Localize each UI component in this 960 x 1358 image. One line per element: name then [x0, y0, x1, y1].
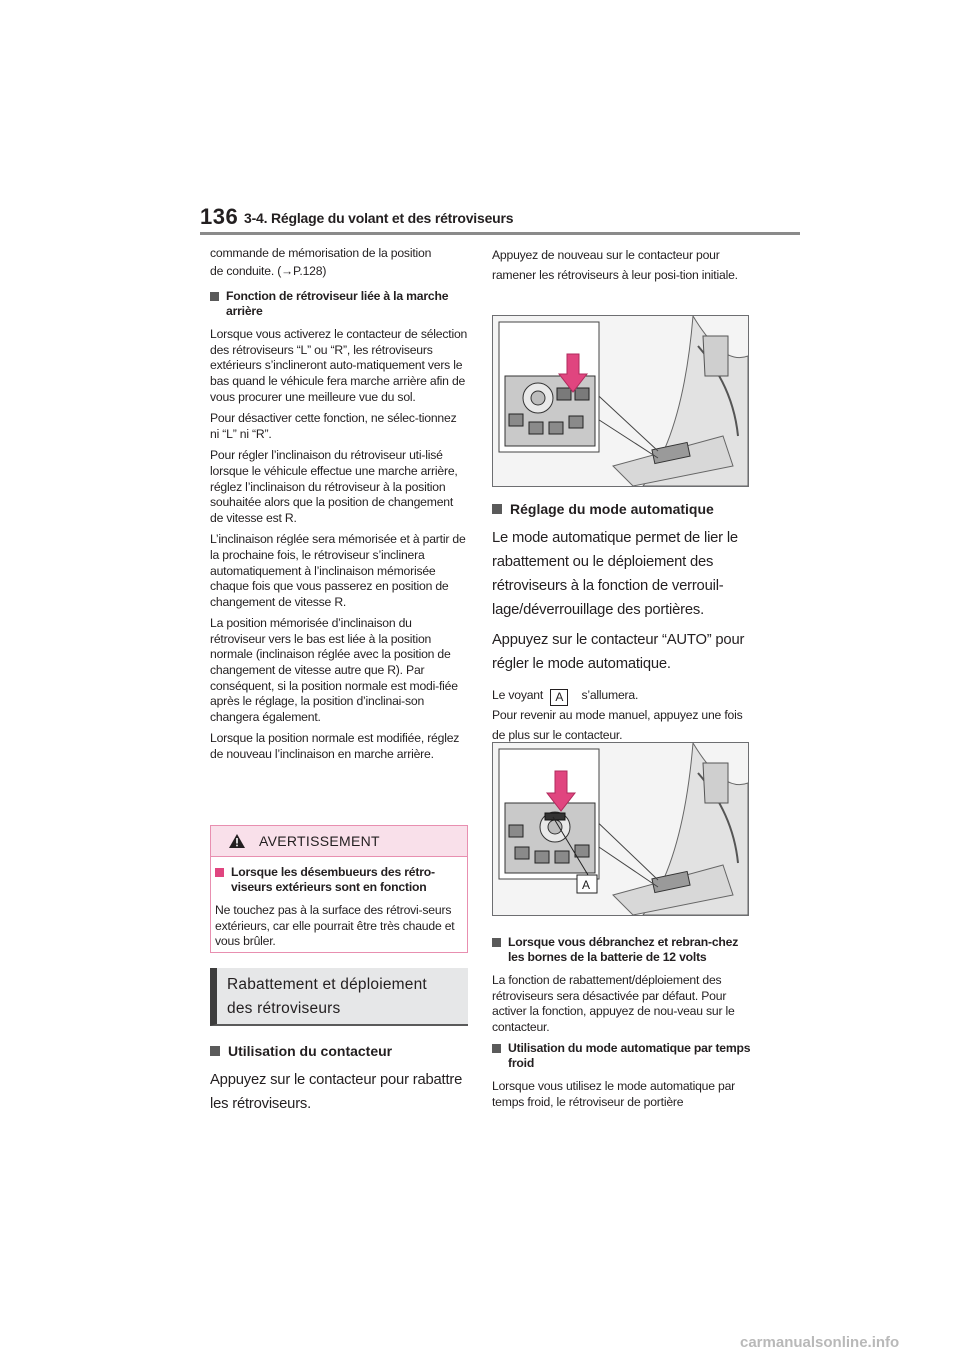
header-rule — [200, 232, 800, 235]
warning-triangle-icon — [228, 833, 246, 849]
paragraph: Lorsque vous activerez le contacteur de sélection des rétroviseurs “L” ou “R”, les rétroviseurs extérieurs s’inclineront auto-matiquement vers le bas quand le véhicule fera marche arrière afin de vous procurer une meilleure vue du sol. — [210, 327, 468, 404]
paragraph: Appuyez de nouveau sur le contacteur pour ramener les rétroviseurs à leur posi-tion initiale. — [492, 248, 738, 282]
warning-header — [211, 826, 467, 857]
paragraph: Pour revenir au mode manuel, appuyez une fois de plus sur le contacteur. — [492, 708, 743, 742]
paragraph: Le mode automatique permet de lier le rabattement ou le déploiement des rétroviseurs à la fonction de verrouil-lage/déverrouillage des portières. — [492, 530, 738, 618]
figure-label-a: A — [582, 878, 591, 892]
paragraph: Pour désactiver cette fonction, ne sélec-tionnez ni “L” ni “R”. — [210, 411, 457, 441]
left-column — [210, 246, 468, 769]
paragraph: Appuyez sur le contacteur pour rabattre les rétroviseurs. — [210, 1072, 463, 1112]
page-number: 136 — [200, 204, 239, 229]
subheading-battery: Lorsque vous débranchez et rebran-chez les bornes de la batterie de 12 volts — [492, 935, 754, 965]
door-panel-drawing — [493, 316, 748, 486]
subheading-reverse-mirror: Fonction de rétroviseur liée à la marche arrière — [210, 289, 468, 319]
paragraph: Appuyez sur le contacteur “AUTO” pour régler le mode automatique. — [492, 632, 745, 672]
bullet-square-icon — [492, 938, 501, 947]
warning-subheading: Lorsque les désembueurs des rétro-viseurs extérieurs sont en fonction — [215, 865, 463, 895]
right-column-top — [492, 246, 752, 291]
bullet-square-icon — [210, 1046, 220, 1056]
section-heading — [210, 968, 468, 1026]
mirror-switch-illustration — [492, 315, 749, 487]
bullet-square-icon — [210, 292, 219, 301]
paragraph: Lorsque vous utilisez le mode automatique par temps froid, le rétroviseur de portière — [492, 1079, 736, 1109]
warning-title: AVERTISSEMENT — [259, 833, 380, 849]
right-column-bottom — [492, 935, 754, 1117]
subheading-auto-mode: Réglage du mode automatique — [492, 500, 757, 518]
subheading-switch-usage: Utilisation du contacteur — [210, 1042, 468, 1060]
indicator-line: Le voyant A s’allumera. — [492, 688, 639, 704]
warning-box — [210, 825, 468, 953]
intro-line-2: de conduite. (→P.128) — [210, 263, 327, 278]
auto-switch-illustration — [492, 742, 749, 916]
paragraph: La position mémorisée d’inclinaison du rétroviseur vers le bas est liée à la position normale (inclinaison réglée avec la position de changement de vitesse autre que R). Par conséquent, si la position normale est modi-fiée après le réglage, la position d’inclinai-son changera également. — [210, 616, 458, 724]
intro-line-1: commande de mémorisation de la position — [210, 246, 432, 260]
switch-usage-block — [210, 1036, 468, 1122]
section-title-line-1: Rabattement et déploiement — [227, 976, 427, 993]
chapter-title: 3-4. Réglage du volant et des rétroviseurs — [244, 210, 514, 226]
watermark: carmanualsonline.info — [740, 1334, 900, 1351]
door-panel-drawing — [493, 743, 748, 915]
paragraph: La fonction de rabattement/déploiement des rétroviseurs sera désactivée par défaut. Pour activer la fonction, appuyez de nou-veau sur le contacteur. — [492, 973, 735, 1034]
bullet-square-icon — [215, 868, 224, 877]
paragraph: Pour régler l’inclinaison du rétroviseur uti-lisé lorsque le véhicule effectue une marche arrière, réglez l’inclinaison du rétroviseur à la position souhaitée alors que la position de changement de vitesse est R. — [210, 448, 458, 525]
subheading-cold-weather: Utilisation du mode automatique par temps froid — [492, 1041, 754, 1071]
label-a-box: A — [550, 689, 568, 706]
paragraph: L’inclinaison réglée sera mémorisée et à partir de la prochaine fois, le rétroviseur s’inclinera automatiquement à l’inclinaison mémorisée chaque fois que vous passerez en position de changement de vitesse R. — [210, 532, 466, 609]
auto-mode-block — [492, 494, 757, 751]
paragraph: Lorsque la position normale est modifiée, réglez de nouveau l’inclinaison en marche arrière. — [210, 731, 460, 762]
warning-text: Ne touchez pas à la surface des rétrovi-seurs extérieurs, car elle pourrait être très chaude et vous brûler. — [215, 903, 455, 949]
bullet-square-icon — [492, 1044, 501, 1053]
bullet-square-icon — [492, 504, 502, 514]
section-title-line-2: des rétroviseurs — [227, 1000, 341, 1017]
